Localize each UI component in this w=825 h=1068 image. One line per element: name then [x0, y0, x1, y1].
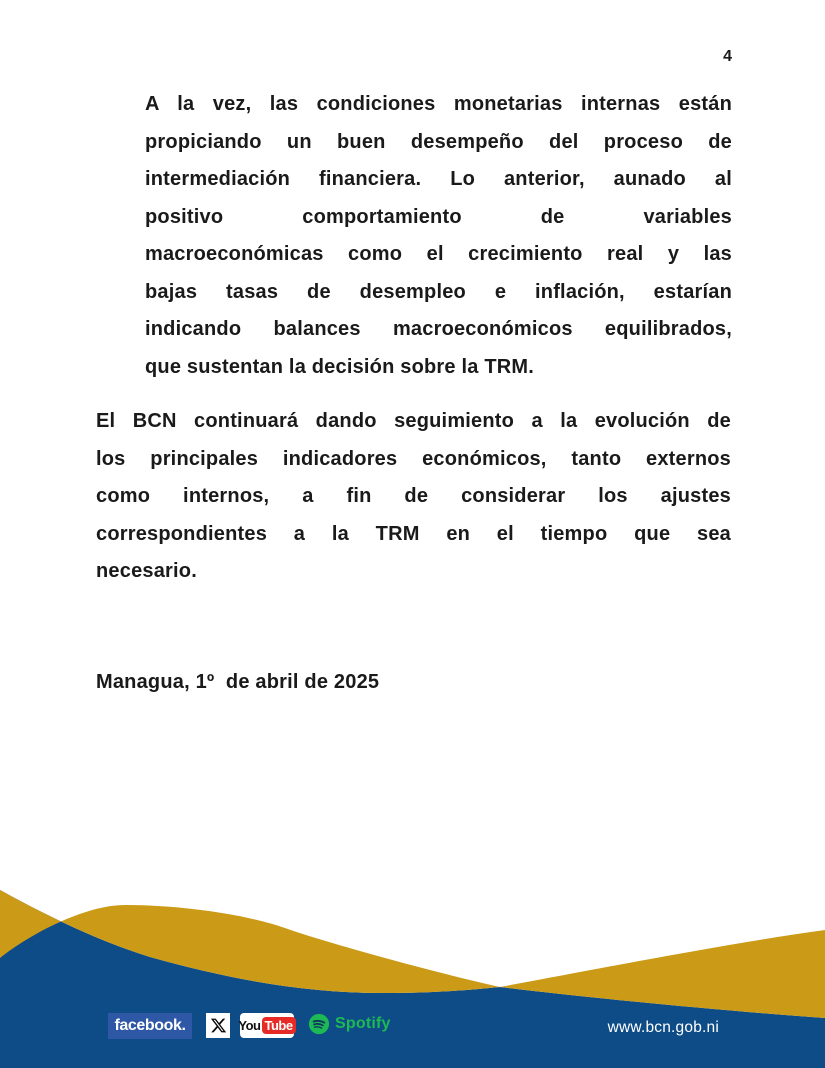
- x-twitter-icon[interactable]: [206, 1013, 230, 1038]
- text-line: bajas tasas de desempleo e inflación, estarían: [145, 280, 732, 303]
- text-line: A la vez, las condiciones monetarias internas están: [145, 93, 732, 115]
- text-line: que sustentan la decisión sobre la TRM.: [145, 355, 534, 378]
- page-number: 4: [723, 48, 732, 65]
- dateline: Managua, 1º de abril de 2025: [96, 671, 380, 693]
- text-line: intermediación financiera. Lo anterior, aunado al: [145, 168, 732, 190]
- youtube-tube-badge: Tube: [262, 1017, 296, 1034]
- text-line: positivo comportamiento de variables: [145, 205, 732, 228]
- text-line: macroeconómicas como el crecimiento real y las: [145, 243, 732, 265]
- x-glyph: [210, 1017, 227, 1034]
- text-line: indicando balances macroeconómicos equilibrados,: [145, 318, 732, 340]
- paragraph-bcn-monitoring: [96, 403, 731, 591]
- paragraph-monetary-conditions: [145, 86, 732, 386]
- text-line: los principales indicadores económicos, tanto externos: [96, 447, 731, 470]
- youtube-you-text: You: [238, 1018, 261, 1033]
- text-line: correspondientes a la TRM en el tiempo que sea: [96, 522, 731, 545]
- youtube-icon[interactable]: [240, 1013, 294, 1038]
- facebook-icon[interactable]: [108, 1013, 192, 1039]
- text-line: como internos, a fin de considerar los ajustes: [96, 485, 731, 507]
- website-link[interactable]: www.bcn.gob.ni: [607, 1019, 719, 1036]
- text-line: necesario.: [96, 560, 197, 582]
- text-line: El BCN continuará dando seguimiento a la evolución de: [96, 410, 731, 432]
- spotify-circle-glyph: [308, 1013, 330, 1035]
- spotify-icon[interactable]: [308, 1013, 391, 1035]
- facebook-wordmark: facebook.: [114, 1017, 186, 1034]
- spotify-wordmark: Spotify: [335, 1015, 391, 1032]
- text-line: propiciando un buen desempeño del proceso de: [145, 130, 732, 153]
